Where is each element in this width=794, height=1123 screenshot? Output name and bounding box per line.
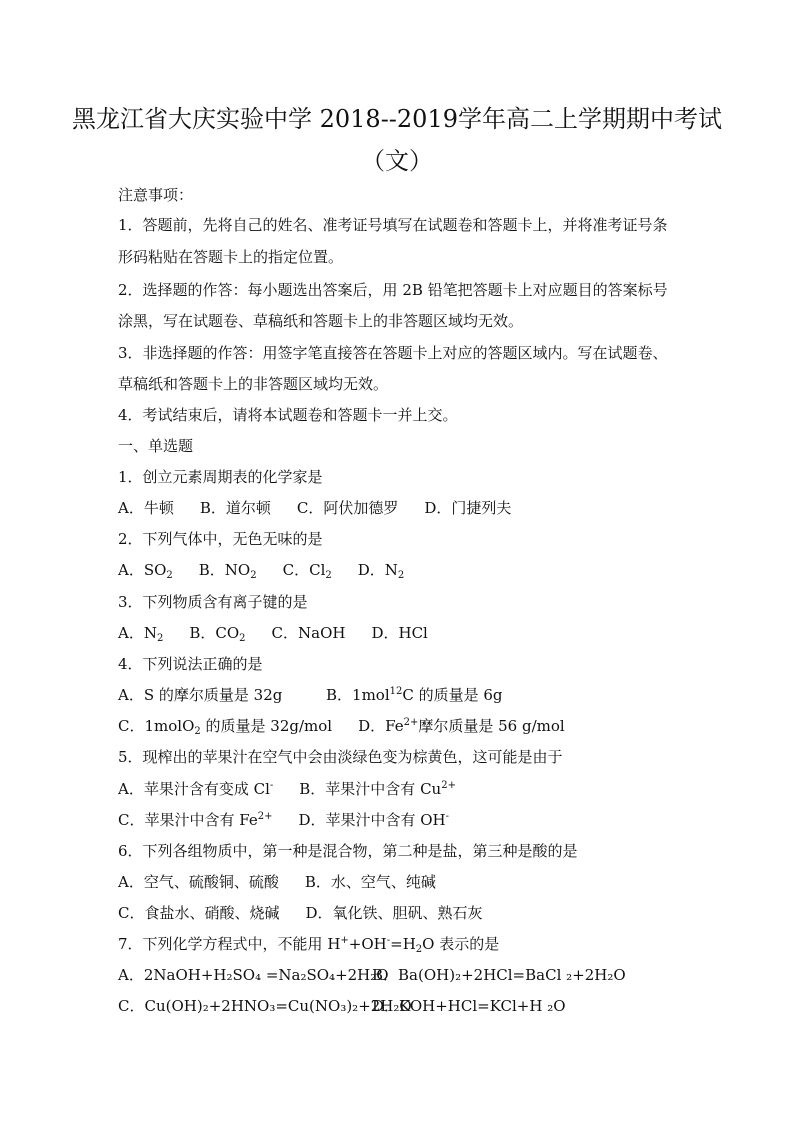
note-4: 4．考试结束后，请将本试题卷和答题卡一并上交。	[118, 406, 458, 424]
q4-option-b: B．1mol$^{12}$C 的质量是 6g	[326, 686, 503, 704]
q2-option-d: D．$N_2$	[357, 561, 405, 581]
q2-option-b: B．$NO_2$	[198, 561, 257, 581]
note-3-line-2: 草稿纸和答题卡上的非答题区域均无效。	[118, 375, 389, 393]
q1-option-d: D．门捷列夫	[424, 499, 512, 517]
question-6-options-ab	[118, 872, 436, 892]
q7-option-d: D．KOH+HCl=KCl+H ₂O	[372, 997, 566, 1015]
q1-option-c: C．阿伏加德罗	[296, 499, 399, 517]
q1-option-a: A．牛顿	[118, 499, 174, 517]
page-subtitle: （文）	[361, 147, 433, 175]
question-1-stem: 1．创立元素周期表的化学家是	[118, 468, 323, 486]
question-5-stem: 5．现榨出的苹果汁在空气中会由淡绿色变为棕黄色，这可能是由于	[118, 748, 563, 766]
q4-option-c: C．1molO$_2$ 的质量是 32g/mol	[118, 717, 333, 737]
q3-option-d: D．HCl	[371, 624, 428, 642]
q3-option-c: C．NaOH	[271, 624, 346, 642]
q2-option-a: A．$SO_2$	[118, 561, 173, 581]
q4-option-a: A．S 的摩尔质量是 32g	[118, 686, 283, 704]
question-5-options-cd	[118, 810, 449, 830]
q6-option-d: D．氧化铁、胆矾、熟石灰	[305, 904, 483, 922]
q4-option-d: D．$Fe^{2+}$摩尔质量是 56 g/mol	[358, 717, 565, 735]
question-4-options-cd	[118, 716, 565, 736]
q5-option-b: B．苹果汁中含有 $Cu^{2+}$	[299, 780, 456, 798]
q1-option-b: B．道尔顿	[199, 499, 271, 517]
q7-option-b: B．Ba(OH)₂+2HCl=BaCl ₂+2H₂O	[372, 966, 626, 984]
question-5-options-ab	[118, 779, 456, 799]
note-3-line-1: 3．非选择题的作答：用签字笔直接答在答题卡上对应的答题区域内。写在试题卷、	[118, 344, 668, 362]
q6-option-c: C．食盐水、硝酸、烧碱	[118, 904, 280, 922]
page-title: 黑龙江省大庆实验中学 2018--2019学年高二上学期期中考试	[71, 105, 722, 133]
q5-option-a: A．苹果汁含有变成 Cl-	[118, 780, 274, 798]
note-1-line-1: 1．答题前，先将自己的姓名、准考证号填写在试题卷和答题卡上，并将准考证号条	[118, 216, 668, 234]
q2-option-c: C．$Cl_2$	[282, 561, 332, 581]
question-6-stem: 6．下列各组物质中，第一种是混合物，第二种是盐，第三种是酸的是	[118, 842, 578, 860]
question-7-stem: 7．下列化学方程式中，不能用 $H^++OH^-=H_2O$ 表示的是	[118, 935, 500, 955]
note-2-line-1: 2．选择题的作答：每小题选出答案后，用 2B 铅笔把答题卡上对应题目的答案标号	[118, 281, 668, 299]
q5-option-d: D．苹果汁中含有 OH-	[298, 811, 450, 829]
note-1-line-2: 形码粘贴在答题卡上的指定位置。	[118, 248, 344, 266]
q6-option-b: B．水、空气、纯碱	[304, 873, 436, 891]
question-3-options	[118, 623, 428, 643]
section-title: 一、单选题	[118, 437, 194, 455]
notes-heading: 注意事项：	[118, 186, 194, 204]
question-7-options-cd	[118, 996, 566, 1016]
question-2-options	[118, 560, 404, 580]
q7-option-c: C．Cu(OH)₂+2HNO₃=Cu(NO₃)₂+2H₂O	[118, 997, 412, 1015]
q3-option-b: B．$CO_2$	[189, 624, 246, 644]
question-6-options-cd	[118, 903, 483, 923]
question-7-options-ab	[118, 965, 626, 985]
q6-option-a: A．空气、硫酸铜、硫酸	[118, 873, 279, 891]
question-4-options-ab	[118, 685, 503, 705]
question-3-stem: 3．下列物质含有离子键的是	[118, 593, 308, 611]
question-2-stem: 2．下列气体中，无色无味的是	[118, 530, 323, 548]
q5-option-c: C．苹果汁中含有 $Fe^{2+}$	[118, 811, 273, 829]
q7-option-a: A．2NaOH+H₂SO₄ =Na₂SO₄+2H₂O	[118, 966, 389, 984]
note-2-line-2: 涂黑，写在试题卷、草稿纸和答题卡上的非答题区域均无效。	[118, 312, 524, 330]
question-1-options	[118, 498, 511, 518]
question-4-stem: 4．下列说法正确的是	[118, 655, 263, 673]
q3-option-a: A．$N_2$	[118, 624, 164, 644]
